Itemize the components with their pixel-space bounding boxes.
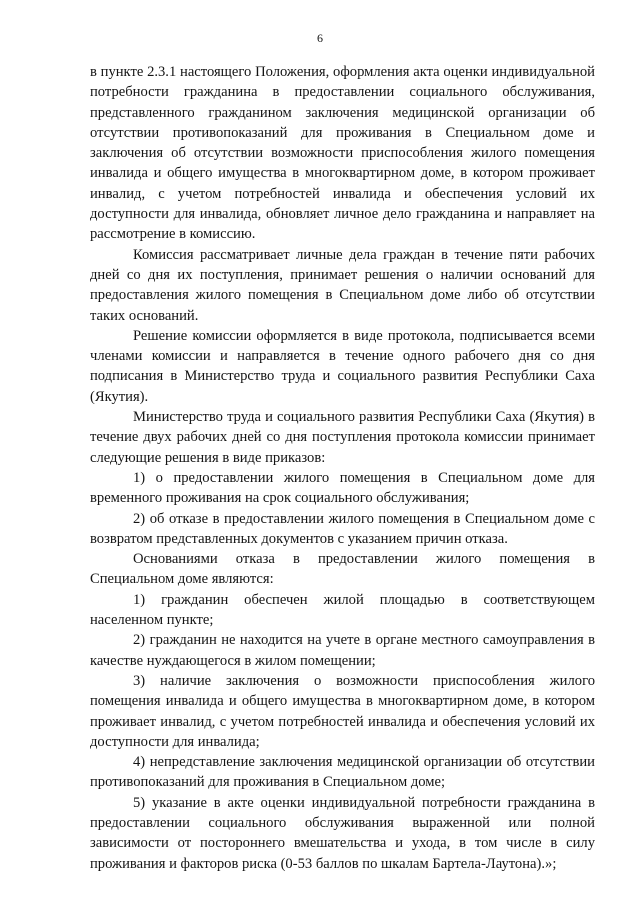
paragraph-commission-decision: Решение комиссии оформляется в виде протокола, подписывается всеми членами комиссии и направляется в течение одного рабочего дня со дня подписания в Министерство труда и социального развития Республики Саха (Якутия). bbox=[90, 327, 595, 405]
list-item-ground-4: 4) непредставление заключения медицинской организации об отсутствии противопоказаний для проживания в Специальном доме; bbox=[90, 754, 595, 791]
body-text bbox=[90, 62, 595, 874]
list-item-order-1: 1) о предоставлении жилого помещения в Специальном доме для временного проживания на срок социального обслуживания; bbox=[90, 469, 595, 507]
list-item-order-2: 2) об отказе в предоставлении жилого помещения в Специальном доме с возвратом представленных документов с указанием причин отказа. bbox=[90, 510, 595, 547]
paragraph-ministry-orders: Министерство труда и социального развития Республики Саха (Якутия) в течение двух рабочих дней со дня поступления протокола комиссии принимает следующие решения в виде приказов: bbox=[90, 409, 595, 466]
paragraph-commission-review: Комиссия рассматривает личные дела граждан в течение пяти рабочих дней со дня их поступления, принимает решения о наличии оснований для предоставления жилого помещения в Специальном доме либо об отсутствии таких оснований. bbox=[90, 246, 595, 324]
paragraph-refusal-grounds: Основаниями отказа в предоставлении жилого помещения в Специальном доме являются: bbox=[90, 551, 595, 588]
list-item-ground-5: 5) указание в акте оценки индивидуальной потребности гражданина в предоставлении социального обслуживания выраженной или полной зависимости от постороннего вмешательства и ухода, в том числе в силу проживания и факторов риска (0-53 баллов по шкалам Бартела-Лаутона).»; bbox=[90, 794, 595, 872]
list-item-ground-1: 1) гражданин обеспечен жилой площадью в соответствующем населенном пункте; bbox=[90, 591, 595, 629]
list-item-ground-2: 2) гражданин не находится на учете в органе местного самоуправления в качестве нуждающегося в жилом помещении; bbox=[90, 632, 595, 669]
paragraph-continuation: в пункте 2.3.1 настоящего Положения, оформления акта оценки индивидуальной потребности гражданина в предоставлении социального обслуживания, представленного гражданином заключения медицинской организации об отсутствии противопоказаний для проживания в Специальном доме и заключения об отсутствии возможности приспособления жилого помещения инвалида и общего имущества в многоквартирном доме, в котором проживает инвалид, с учетом потребностей инвалида и обеспечения условий их доступности для инвалида, обновляет личное дело гражданина и направляет на рассмотрение в комиссию. bbox=[90, 64, 595, 243]
page-number: 6 bbox=[317, 31, 323, 45]
list-item-ground-3: 3) наличие заключения о возможности приспособления жилого помещения инвалида и общего имущества в многоквартирном доме, в котором проживает инвалид, с учетом потребностей инвалида и обеспечения условий их доступности для инвалида; bbox=[90, 672, 595, 750]
